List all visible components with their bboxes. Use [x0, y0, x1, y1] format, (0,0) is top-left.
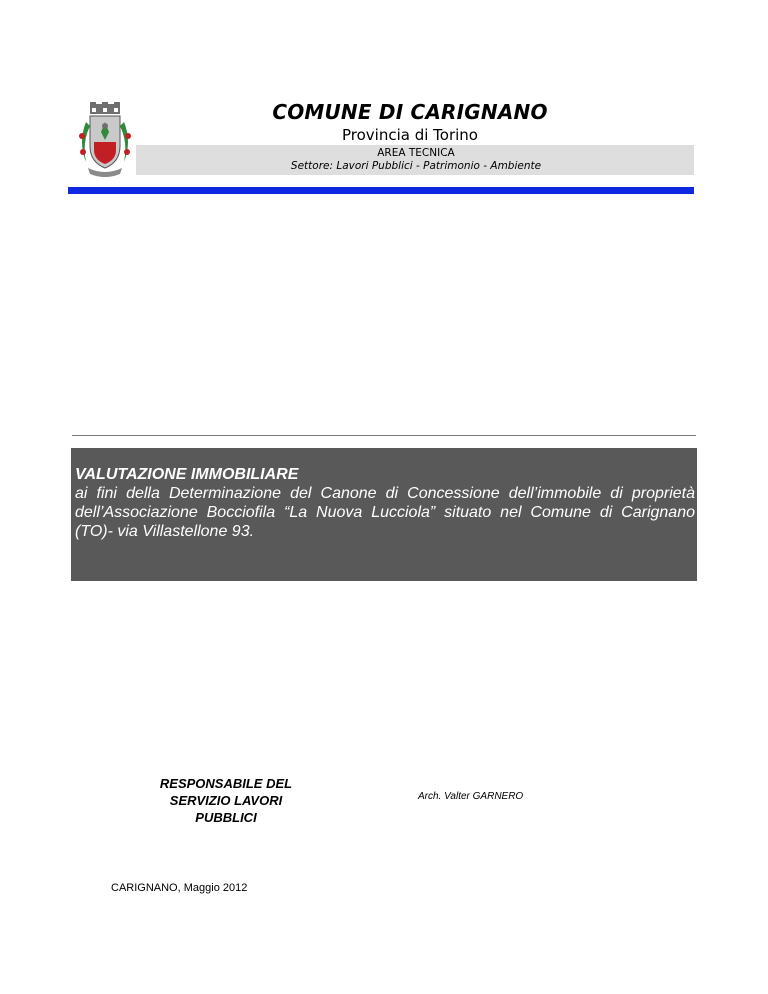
document-title-panel — [71, 448, 697, 581]
municipality-title: COMUNE DI CARIGNANO — [272, 100, 548, 124]
responsible-role: RESPONSABILE DEL SERVIZIO LAVORI PUBBLICI — [159, 776, 293, 825]
sector-label: Settore: Lavori Pubblici - Patrimonio - Ambiente — [290, 160, 542, 172]
header-accent-bar — [68, 187, 694, 194]
document-subject: ai fini della Determinazione del Canone di Concessione dell’immobile di proprietà dell’Associazione Bocciofila “La Nuova Lucciola” situato nel Comune di Carignano (TO)- via Villastellone 93. — [75, 485, 695, 540]
coat-of-arms-icon — [76, 102, 134, 178]
place-date: CARIGNANO, Maggio 2012 — [111, 882, 248, 894]
document-title: VALUTAZIONE IMMOBILIARE — [75, 466, 299, 483]
responsible-name: Arch. Valter GARNERO — [418, 791, 524, 802]
province-subtitle: Provincia di Torino — [342, 126, 478, 144]
area-label: AREA TECNICA — [377, 147, 455, 159]
department-box — [136, 145, 694, 175]
divider — [72, 435, 696, 436]
